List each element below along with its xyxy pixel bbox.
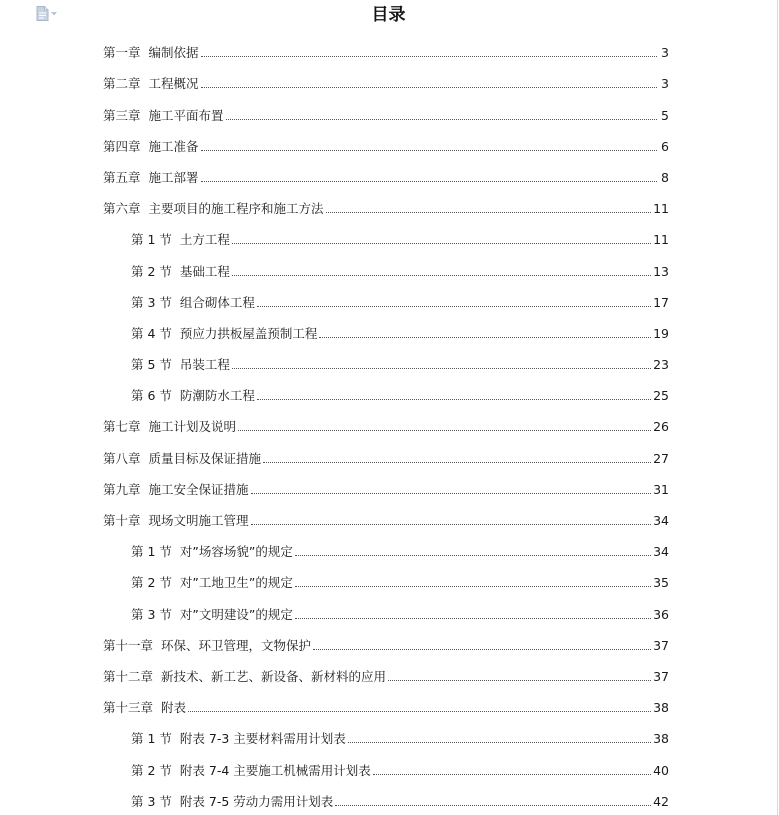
toc-section-entry[interactable] bbox=[103, 786, 669, 815]
dot-leader bbox=[257, 399, 651, 400]
toc-entry-number: 第十二章 bbox=[103, 668, 154, 684]
toc-page-number: 25 bbox=[653, 388, 669, 404]
toc-page-number: 36 bbox=[653, 606, 669, 622]
toc-entry-number: 第九章 bbox=[103, 481, 141, 497]
toc-entry-number: 第 3 节 bbox=[131, 606, 172, 622]
toc-entry-title: 工程概况 bbox=[148, 76, 199, 92]
dot-leader bbox=[232, 368, 651, 369]
toc-page-number: 38 bbox=[653, 700, 669, 716]
toc-entry-number: 第 1 节 bbox=[131, 731, 172, 747]
toc-page-number: 34 bbox=[653, 544, 669, 560]
dot-leader bbox=[188, 711, 651, 712]
toc-page-number: 5 bbox=[661, 107, 669, 123]
toc-section-entry[interactable] bbox=[103, 723, 669, 754]
dot-leader bbox=[348, 742, 651, 743]
toc-entry-title: 吊装工程 bbox=[179, 357, 230, 373]
dot-leader bbox=[295, 618, 651, 619]
toc-entry-title: 施工安全保证措施 bbox=[148, 481, 249, 497]
toc-section-entry[interactable] bbox=[103, 567, 669, 598]
dot-leader bbox=[257, 306, 651, 307]
toc-chapter-entry[interactable] bbox=[103, 661, 669, 692]
toc-entry-number: 第 5 节 bbox=[131, 357, 172, 373]
toc-entry-title: 预应力拱板屋盖预制工程 bbox=[179, 325, 318, 341]
toc-entry-number: 第二章 bbox=[103, 76, 141, 92]
toc-entry-title: 基础工程 bbox=[179, 263, 230, 279]
toc-entry-number: 第一章 bbox=[103, 45, 141, 61]
toc-entry-number: 第 3 节 bbox=[131, 793, 172, 809]
toc-page-number: 37 bbox=[653, 668, 669, 684]
toc-page-number: 6 bbox=[661, 138, 669, 154]
toc-entry-number: 第五章 bbox=[103, 169, 141, 185]
toc-entry-title: 附表 7-3 主要材料需用计划表 bbox=[179, 731, 346, 747]
toc-page-number: 26 bbox=[653, 419, 669, 435]
toc-page-number: 3 bbox=[661, 76, 669, 92]
toc-page-number: 42 bbox=[653, 793, 669, 809]
toc-section-entry[interactable] bbox=[103, 536, 669, 567]
toc-chapter-entry[interactable] bbox=[103, 162, 669, 193]
toc-entry-title: 新技术、新工艺、新设备、新材料的应用 bbox=[161, 668, 387, 684]
toc-entry-title: 施工平面布置 bbox=[148, 107, 224, 123]
dot-leader bbox=[373, 774, 651, 775]
toc-entry-title: 施工部署 bbox=[148, 169, 199, 185]
dot-leader bbox=[251, 524, 652, 525]
toc-chapter-entry[interactable] bbox=[103, 99, 669, 130]
dot-leader bbox=[335, 805, 651, 806]
toc-entry-number: 第 2 节 bbox=[131, 263, 172, 279]
toc-entry-title: 质量目标及保证措施 bbox=[148, 450, 262, 466]
toc-page-number: 3 bbox=[661, 45, 669, 61]
toc-page-number: 37 bbox=[653, 637, 669, 653]
dot-leader bbox=[238, 430, 651, 431]
toc-chapter-entry[interactable] bbox=[103, 411, 669, 442]
toc-chapter-entry[interactable] bbox=[103, 37, 669, 68]
toc-entry-number: 第 2 节 bbox=[131, 762, 172, 778]
toc-chapter-entry[interactable] bbox=[103, 474, 669, 505]
toc-entry-title: 环保、环卫管理，文物保护 bbox=[161, 637, 312, 653]
toc-chapter-entry[interactable] bbox=[103, 131, 669, 162]
dot-leader bbox=[232, 243, 651, 244]
toc-chapter-entry[interactable] bbox=[103, 68, 669, 99]
toc-section-entry[interactable] bbox=[103, 380, 669, 411]
dot-leader bbox=[295, 586, 651, 587]
toc-entry-title: 施工准备 bbox=[148, 138, 199, 154]
toc-entry-title: 附表 bbox=[161, 700, 187, 716]
dot-leader bbox=[388, 680, 651, 681]
toc-page-number: 40 bbox=[653, 762, 669, 778]
toc-entry-number: 第 1 节 bbox=[131, 232, 172, 248]
toc-entry-title: 现场文明施工管理 bbox=[148, 513, 249, 528]
dot-leader bbox=[201, 87, 657, 88]
page-title: 目录 bbox=[371, 5, 406, 25]
toc-entry-number: 第十一章 bbox=[103, 637, 154, 653]
dot-leader bbox=[326, 212, 652, 213]
dot-leader bbox=[319, 337, 651, 338]
toc-entry-title: 施工计划及说明 bbox=[148, 419, 237, 435]
dot-leader bbox=[313, 649, 651, 650]
toc-page-number: 19 bbox=[653, 325, 669, 341]
toc-page-number: 11 bbox=[653, 201, 669, 217]
dot-leader bbox=[232, 275, 651, 276]
toc-section-entry[interactable] bbox=[103, 349, 669, 380]
toc-page-number: 17 bbox=[653, 294, 669, 310]
toc-entry-number: 第七章 bbox=[103, 419, 141, 435]
toc-entry-title: 组合砌体工程 bbox=[179, 294, 255, 310]
toc-page-number: 13 bbox=[653, 263, 669, 279]
toc-entry-title: 防潮防水工程 bbox=[179, 388, 255, 404]
dot-leader bbox=[226, 119, 657, 120]
toc-entry-title: 附表 7-4 主要施工机械需用计划表 bbox=[179, 762, 371, 778]
toc-page-number: 23 bbox=[653, 357, 669, 373]
toc-chapter-entry[interactable] bbox=[103, 193, 669, 224]
dot-leader bbox=[201, 56, 657, 57]
toc-section-entry[interactable] bbox=[103, 224, 669, 255]
toc-page-number: 11 bbox=[653, 232, 669, 248]
dot-leader bbox=[201, 150, 657, 151]
toc-entry-title: 主要项目的施工程序和施工方法 bbox=[148, 201, 324, 217]
dot-leader bbox=[263, 462, 651, 463]
toc-page-number: 8 bbox=[661, 169, 669, 185]
toc-entry-number: 第 3 节 bbox=[131, 294, 172, 310]
toc-entry-number: 第十章 bbox=[103, 513, 141, 528]
toc-entry-number: 第八章 bbox=[103, 450, 141, 466]
toc-section-entry[interactable] bbox=[103, 255, 669, 286]
toc-entry-title: 对”工地卫生”的规定 bbox=[179, 575, 293, 591]
toc-chapter-entry[interactable] bbox=[103, 442, 669, 473]
toc-entry-number: 第十三章 bbox=[103, 700, 154, 716]
toc-chapter-entry[interactable] bbox=[103, 630, 669, 661]
toc-section-entry[interactable] bbox=[103, 598, 669, 629]
toc-entry-number: 第 1 节 bbox=[131, 544, 172, 560]
toc-entry-number: 第三章 bbox=[103, 107, 141, 123]
dot-leader bbox=[251, 493, 652, 494]
toc-section-entry[interactable] bbox=[103, 318, 669, 349]
toc-entry-title: 附表 7-5 劳动力需用计划表 bbox=[179, 793, 334, 809]
dot-leader bbox=[201, 181, 657, 182]
toc-entry-number: 第 2 节 bbox=[131, 575, 172, 591]
toc-chapter-entry[interactable] bbox=[103, 505, 669, 536]
toc-entry-title: 编制依据 bbox=[148, 45, 199, 61]
toc-entry-number: 第 4 节 bbox=[131, 325, 172, 341]
toc-entry-number: 第六章 bbox=[103, 201, 141, 217]
toc-section-entry[interactable] bbox=[103, 287, 669, 318]
toc-entry-title: 对”场容场貌”的规定 bbox=[179, 544, 293, 560]
toc-page-number: 38 bbox=[653, 731, 669, 747]
toc-page-number: 34 bbox=[653, 513, 669, 528]
toc-page-number: 31 bbox=[653, 481, 669, 497]
toc-page-number: 35 bbox=[653, 575, 669, 591]
toc-entry-number: 第 6 节 bbox=[131, 388, 172, 404]
toc-entry-title: 对”文明建设”的规定 bbox=[179, 606, 293, 622]
toc-page-number: 27 bbox=[653, 450, 669, 466]
toc-entry-title: 土方工程 bbox=[179, 232, 230, 248]
dot-leader bbox=[295, 555, 651, 556]
toc-chapter-entry[interactable] bbox=[103, 692, 669, 723]
toc-entry-number: 第四章 bbox=[103, 138, 141, 154]
table-of-contents bbox=[103, 37, 669, 815]
toc-section-entry[interactable] bbox=[103, 754, 669, 785]
